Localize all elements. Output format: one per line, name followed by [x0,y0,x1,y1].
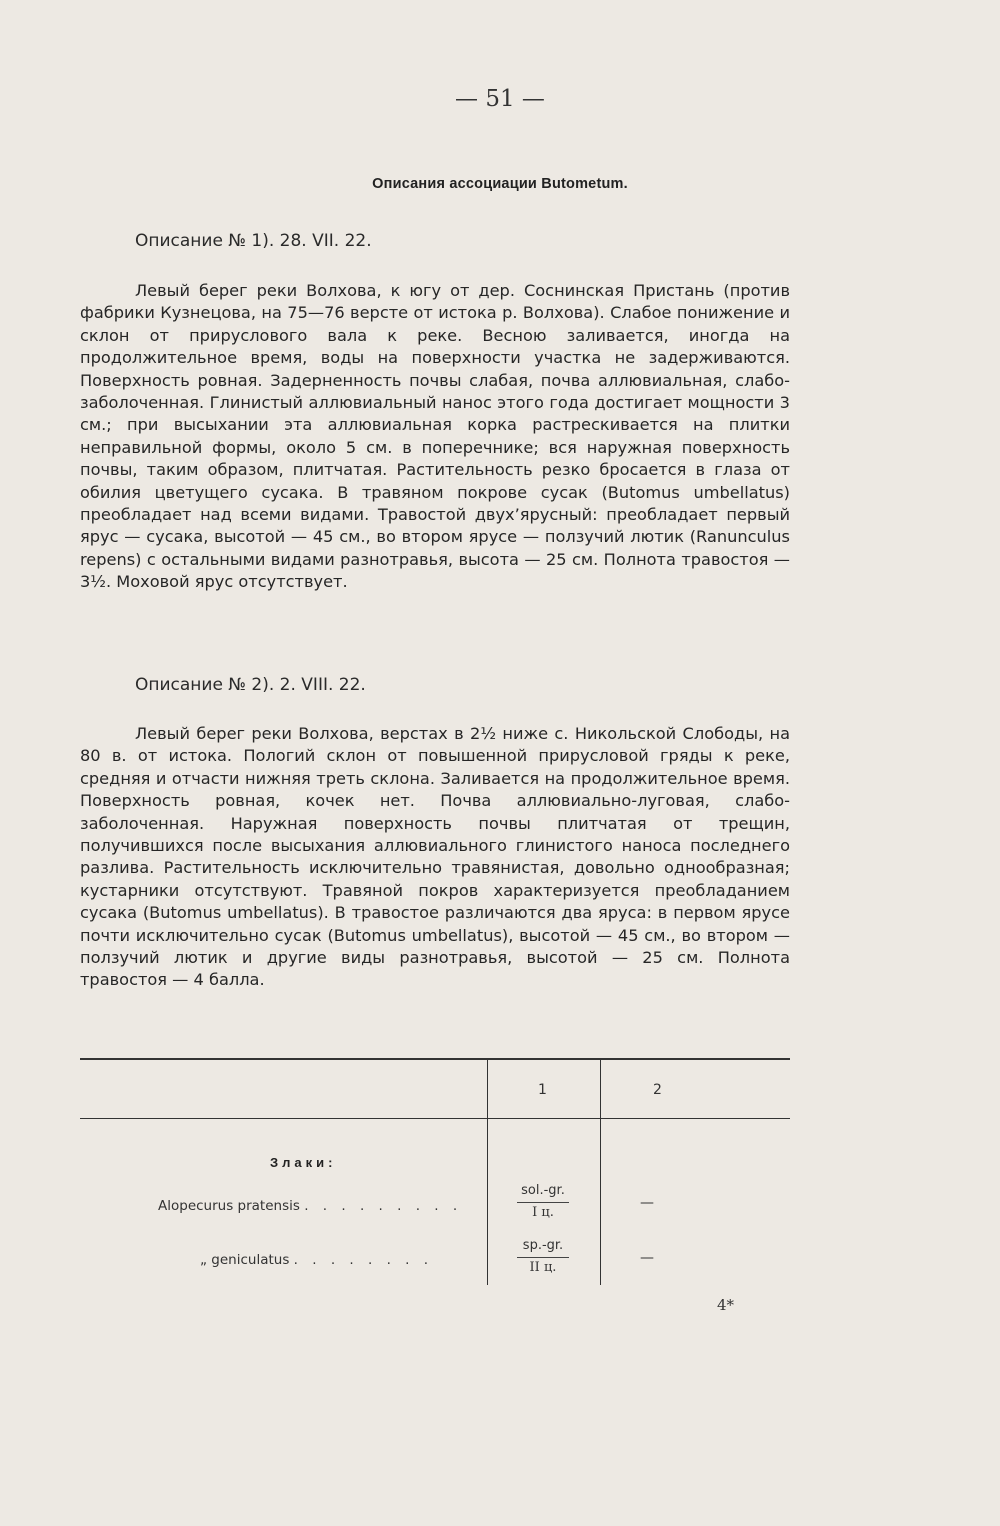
table-top-rule [80,1058,790,1060]
description-2-heading: Описание № 2). 2. VIII. 22. [135,675,366,695]
table-row-name [200,1252,433,1268]
table-cell-col2: — [640,1250,654,1266]
species-table [80,1055,790,1285]
species-name: „ geniculatus [200,1252,290,1268]
description-1-text: Левый берег реки Волхова, к югу от дер. Соснинская Пристань (против фабрики Кузнецова, на 75—76 версте от истока р. Волхова). Слабое понижение и склон от прируслового вала к реке. Весною заливается, иногда на продолжительное время, воды на поверхности участка не задерживаются. Поверхность ровная. Задерненность почвы слабая, почва аллювиальная, слабо-заболоченная. Глинистый аллювиальный нанос этого года достигает мощности 3 см.; при высыхании эта аллювиальная корка растрескивается на плитки неправильной формы, около 5 см. в поперечнике; вся наружная поверхность почвы, таким образом, плитчатая. Растительность резко бросается в глаза от обилия цветущего сусака. В травяном покрове сусак (Butomus umbellatus) преобладает над всеми видами. Травостой двух’ярусный: преобладает первый ярус — сусака, высотой — 45 см., во втором ярусе — ползучий лютик (Ranunculus repens) с остальными видами разнотравья, высота — 25 см. Полнота травостоя — 3½. Моховой ярус отсутствует. [80,281,790,592]
signature-mark: 4* [717,1296,735,1314]
species-name: Alopecurus pratensis [158,1198,300,1214]
page-number: — 51 — [455,86,545,112]
section-label-grasses: Злаки: [270,1155,337,1170]
table-cell-abundance [488,1183,598,1223]
abundance-value: sp.-gr. [522,1238,564,1253]
table-divider-right [600,1060,601,1285]
page-title: Описания ассоциации Butometum. [372,176,628,192]
leader-dots: . . . . . . . . . [304,1198,463,1214]
table-header-rule [80,1118,790,1119]
leader-dots: . . . . . . . . [293,1252,434,1268]
description-2-text: Левый берег реки Волхова, верстах в 2½ ниже с. Никольской Слободы, на 80 в. от истока. Пологий склон от повышенной прирусловой гряды к реке, средняя и отчасти нижняя треть склона. Заливается на продолжительное время. Поверхность ровная, кочек нет. Почва аллювиально-луговая, слабо-заболоченная. Наружная поверхность почвы плитчатая от трещин, получившихся после высыхания аллювиального глинистого наноса последнего разлива. Растительность исключительно травянистая, довольно однообразная; кустарники отсутствуют. Травяной покров характеризуется преобладанием сусака (Butomus umbellatus). В травостое различаются два яруса: в первом ярусе почти исключительно сусак (Butomus umbellatus), высотой — 45 см., во втором — ползучий лютик и другие виды разнотравья, высотой — 25 см. Полнота травостоя — 4 балла. [80,724,790,990]
table-cell-abundance [488,1238,598,1278]
flowering-phase: I ц. [532,1205,554,1220]
fraction-rule [517,1202,569,1203]
flowering-phase: II ц. [529,1260,557,1275]
table-cell-col2: — [640,1195,654,1211]
description-1-heading: Описание № 1). 28. VII. 22. [135,231,372,251]
column-header-1: 1 [538,1082,547,1098]
abundance-value: sol.-gr. [521,1183,565,1198]
fraction-rule [517,1257,569,1258]
column-header-2: 2 [653,1082,662,1098]
table-row-name [158,1198,462,1214]
